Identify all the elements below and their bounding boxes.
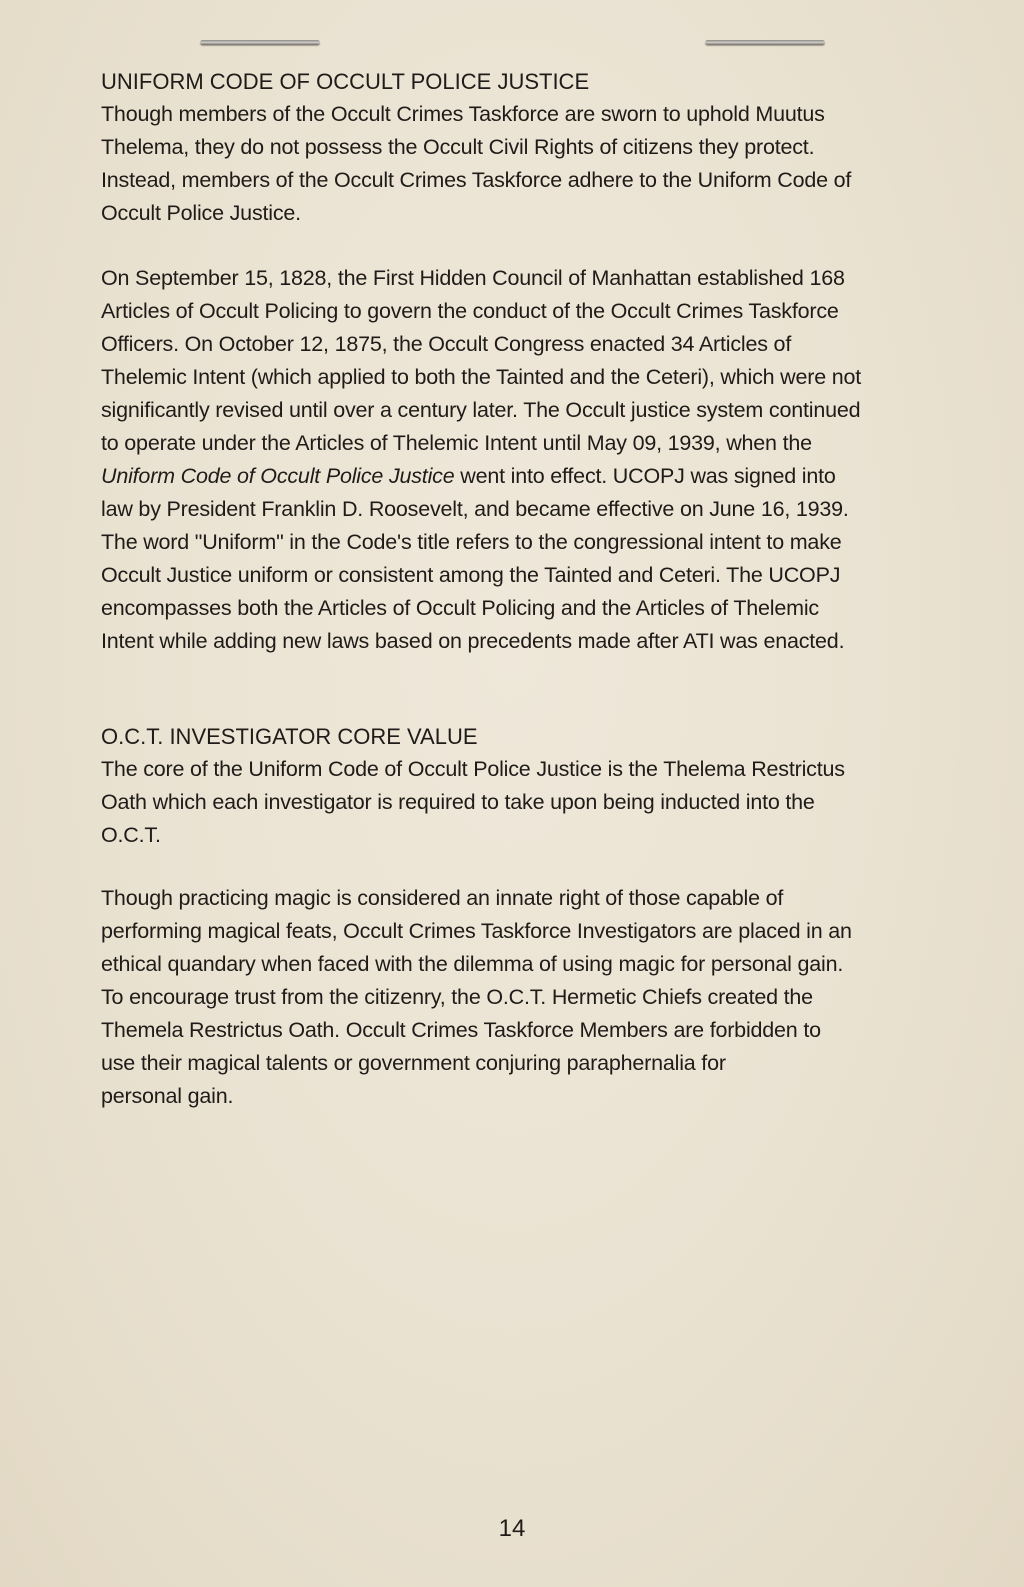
text-line: Themela Restrictus Oath. Occult Crimes Taskforce Members are forbidden to (101, 1018, 821, 1042)
text-line: Instead, members of the Occult Crimes Taskforce adhere to the Uniform Code of (101, 168, 852, 192)
paragraph-oath (101, 882, 852, 1113)
text-line: Thelemic Intent (which applied to both the Tainted and the Ceteri), which were not (101, 365, 862, 389)
staple-right (705, 40, 825, 45)
text-line: use their magical talents or government conjuring paraphernalia for (101, 1051, 726, 1075)
text-line: On September 15, 1828, the First Hidden Council of Manhattan established 168 (101, 266, 845, 290)
section-heading: O.C.T. INVESTIGATOR CORE VALUE (101, 724, 478, 749)
text-line: encompasses both the Articles of Occult Policing and the Articles of Thelemic (101, 596, 819, 620)
page-number: 14 (498, 1515, 526, 1542)
text-line: to operate under the Articles of Thelemic Intent until May 09, 1939, when the (101, 431, 812, 455)
text-line: ethical quandary when faced with the dilemma of using magic for personal gain. (101, 952, 844, 976)
text-line: Though members of the Occult Crimes Taskforce are sworn to uphold Muutus (101, 102, 825, 126)
text-line: Intent while adding new laws based on precedents made after ATI was enacted. (101, 629, 845, 653)
paragraph (101, 98, 851, 230)
text-line: Officers. On October 12, 1875, the Occult Congress enacted 34 Articles of (101, 332, 792, 356)
text-line: To encourage trust from the citizenry, the O.C.T. Hermetic Chiefs created the (101, 985, 813, 1009)
section-uniform-code (101, 65, 851, 230)
text-span: went into effect. UCOPJ was signed into (454, 464, 836, 488)
text-line: Though practicing magic is considered an innate right of those capable of (101, 886, 784, 910)
paragraph (101, 753, 845, 852)
text-line: O.C.T. (101, 823, 161, 847)
staple-left (200, 40, 320, 45)
section-heading: UNIFORM CODE OF OCCULT POLICE JUSTICE (101, 69, 590, 94)
text-line: Articles of Occult Policing to govern the conduct of the Occult Crimes Taskforce (101, 299, 839, 323)
text-line: The word "Uniform" in the Code's title refers to the congressional intent to make (101, 530, 842, 554)
text-line: Thelema, they do not possess the Occult Civil Rights of citizens they protect. (101, 135, 815, 159)
text-line: Occult Police Justice. (101, 201, 301, 225)
text-line: law by President Franklin D. Roosevelt, and became effective on June 16, 1939. (101, 497, 849, 521)
text-line (101, 460, 861, 493)
text-line: Occult Justice uniform or consistent among the Tainted and Ceteri. The UCOPJ (101, 563, 841, 587)
text-line: significantly revised until over a century later. The Occult justice system continued (101, 398, 861, 422)
text-line: personal gain. (101, 1084, 234, 1108)
italic-code-title: Uniform Code of Occult Police Justice (101, 464, 455, 488)
text-line: performing magical feats, Occult Crimes Taskforce Investigators are placed in an (101, 919, 852, 943)
text-line: The core of the Uniform Code of Occult Police Justice is the Thelema Restrictus (101, 757, 845, 781)
paragraph-history (101, 262, 861, 658)
text-line: Oath which each investigator is required to take upon being inducted into the (101, 790, 815, 814)
section-core-value (101, 720, 845, 852)
